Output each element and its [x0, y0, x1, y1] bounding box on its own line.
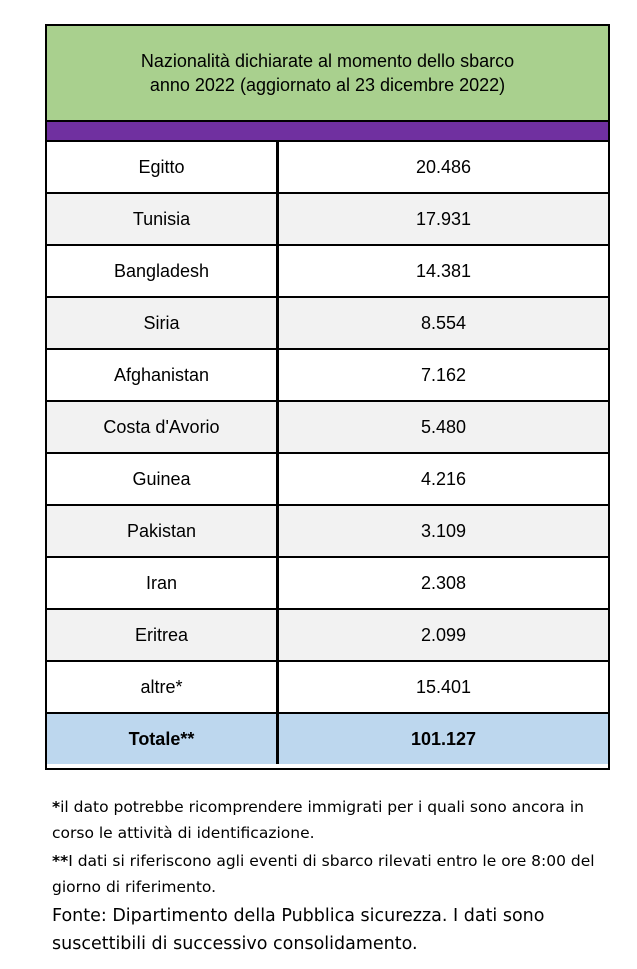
count-cell: 8.554 [420, 312, 467, 333]
nationality-cell: Guinea [47, 454, 279, 504]
footnote-2 [52, 848, 612, 900]
source-note: Fonte: Dipartimento della Pubblica sicurezza. I dati sono suscettibili di successivo consolidamento. [52, 906, 545, 954]
nationalities-table [45, 24, 610, 770]
total-value: 101.127 [410, 728, 477, 749]
nationality-cell: Costa d'Avorio [47, 402, 279, 452]
footnote-1 [52, 794, 612, 846]
nationality-cell: Tunisia [47, 194, 279, 244]
nationality-cell: Siria [47, 298, 279, 348]
footnotes [52, 794, 612, 958]
table-row [47, 350, 608, 402]
count-cell: 2.308 [420, 572, 467, 593]
table-row [47, 506, 608, 558]
count-cell: 14.381 [415, 260, 472, 281]
total-label: Totale** [47, 714, 279, 764]
nationality-cell: Iran [47, 558, 279, 608]
table-row [47, 298, 608, 350]
nationality-cell: Pakistan [47, 506, 279, 556]
table-row [47, 454, 608, 506]
footnote-1-marker: * [52, 798, 61, 816]
count-cell: 17.931 [415, 208, 472, 229]
table-title-line-1: Nazionalità dichiarate al momento dello sbarco [140, 51, 515, 71]
count-cell: 5.480 [420, 416, 467, 437]
table-title [47, 26, 608, 122]
table-title-line-2: anno 2022 (aggiornato al 23 dicembre 2022) [149, 75, 506, 95]
nationality-cell: Afghanistan [47, 350, 279, 400]
count-cell: 4.216 [420, 468, 467, 489]
count-cell: 20.486 [415, 156, 472, 177]
table-row [47, 558, 608, 610]
table-row [47, 662, 608, 714]
nationality-cell: altre* [47, 662, 279, 712]
purple-band [47, 122, 608, 142]
table-total-row [47, 714, 608, 764]
nationality-cell: Egitto [47, 142, 279, 192]
table-row [47, 402, 608, 454]
footnote-2-marker: ** [52, 852, 69, 870]
table-row [47, 610, 608, 662]
table-row [47, 142, 608, 194]
count-cell: 3.109 [420, 520, 467, 541]
nationality-cell: Bangladesh [47, 246, 279, 296]
footnote-2-text: I dati si riferiscono agli eventi di sbarco rilevati entro le ore 8:00 del giorno di riferimento. [52, 852, 595, 896]
count-cell: 2.099 [420, 624, 467, 645]
nationality-cell: Eritrea [47, 610, 279, 660]
table-row [47, 246, 608, 298]
count-cell: 7.162 [420, 364, 467, 385]
footnote-1-text: il dato potrebbe ricomprendere immigrati per i quali sono ancora in corso le attività di identificazione. [52, 798, 584, 842]
table-row [47, 194, 608, 246]
table-body [47, 142, 608, 714]
count-cell: 15.401 [415, 676, 472, 697]
